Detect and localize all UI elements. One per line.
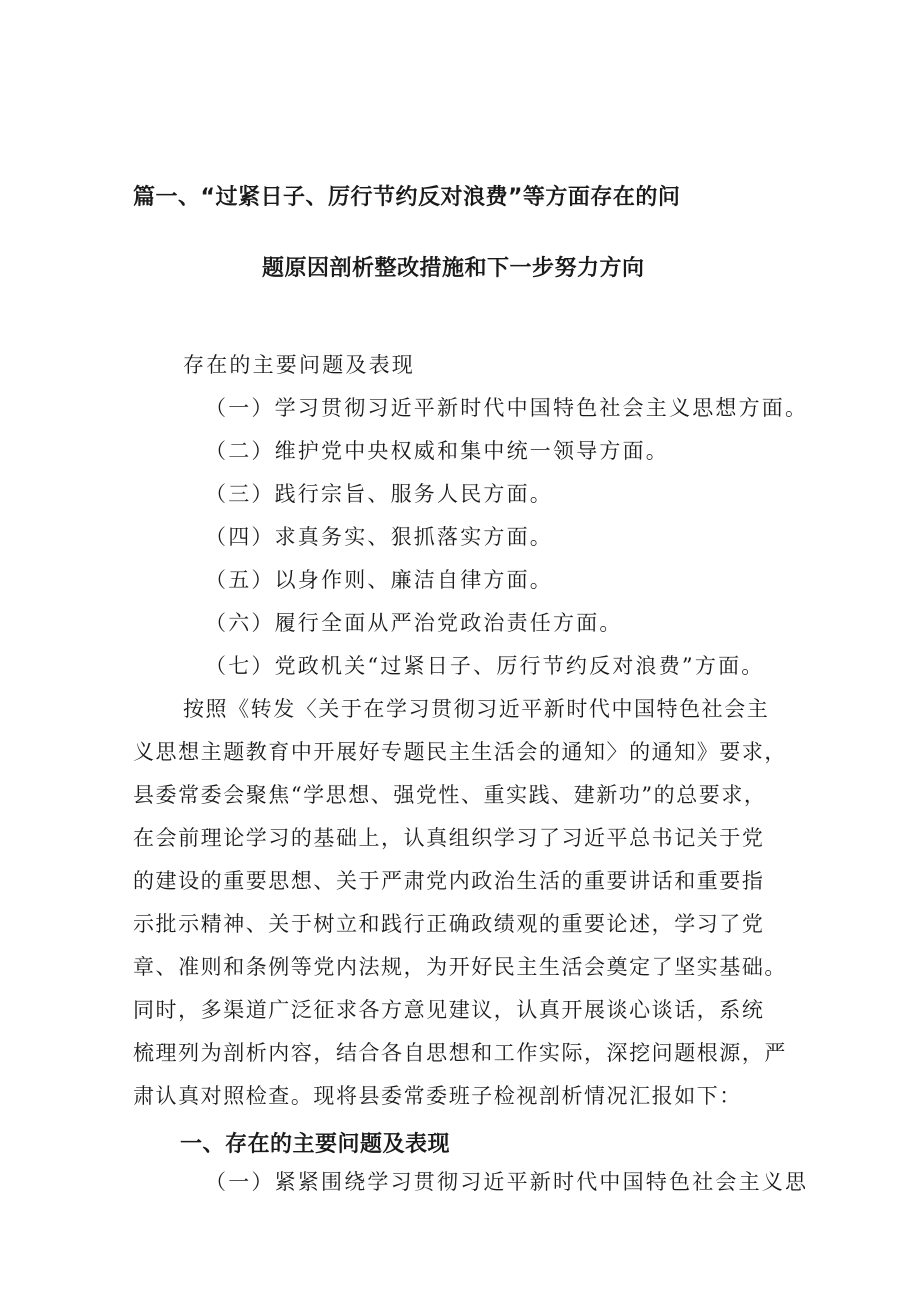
subsection-line: （一）紧紧围绕学习贯彻习近平新时代中国特色社会主义思 (205, 1170, 809, 1194)
body-line-10: 肃认真对照检查。现将县委常委班子检视剖析情况汇报如下： (133, 1084, 742, 1108)
list-item-1: （一）学习贯彻习近平新时代中国特色社会主义思想方面。 (205, 396, 809, 420)
body-line-2: 义思想主题教育中开展好专题民主生活会的通知〉的通知》要求， (133, 740, 787, 764)
body-line-6: 示批示精神、关于树立和践行正确政绩观的重要论述，学习了党 (133, 912, 765, 936)
body-line-7: 章、准则和条例等党内法规，为开好民主生活会奠定了坚实基础。 (133, 955, 787, 979)
body-line-4: 在会前理论学习的基础上，认真组织学习了习近平总书记关于党 (133, 826, 765, 850)
body-line-3: 县委常委会聚焦“学思想、强党性、重实践、建新功”的总要求， (133, 783, 767, 807)
document-title-line-2: 题原因剖析整改措施和下一步努力方向 (262, 256, 645, 281)
list-item-7: （七）党政机关“过紧日子、厉行节约反对浪费”方面。 (205, 654, 765, 678)
intro-heading: 存在的主要问题及表现 (183, 353, 415, 377)
body-line-9: 梳理列为剖析内容，结合各自思想和工作实际，深挖问题根源，严 (133, 1041, 787, 1065)
body-line-5: 的建设的重要思想、关于严肃党内政治生活的重要讲话和重要指 (133, 869, 765, 893)
body-line-8: 同时，多渠道广泛征求各方意见建议，认真开展谈心谈话，系统 (133, 998, 765, 1022)
list-item-3: （三）践行宗旨、服务人民方面。 (205, 482, 553, 506)
list-item-4: （四）求真务实、狠抓落实方面。 (205, 525, 553, 549)
list-item-5: （五）以身作则、廉洁自律方面。 (205, 568, 553, 592)
body-line-1: 按照《转发〈关于在学习贯彻习近平新时代中国特色社会主 (183, 697, 770, 721)
document-title-line-1: 篇一、“过紧日子、厉行节约反对浪费”等方面存在的问 (133, 185, 681, 210)
list-item-2: （二）维护党中央权威和集中统一领导方面。 (205, 439, 669, 463)
section-heading: 一、存在的主要问题及表现 (180, 1132, 451, 1157)
list-item-6: （六）履行全面从严治党政治责任方面。 (205, 611, 623, 635)
